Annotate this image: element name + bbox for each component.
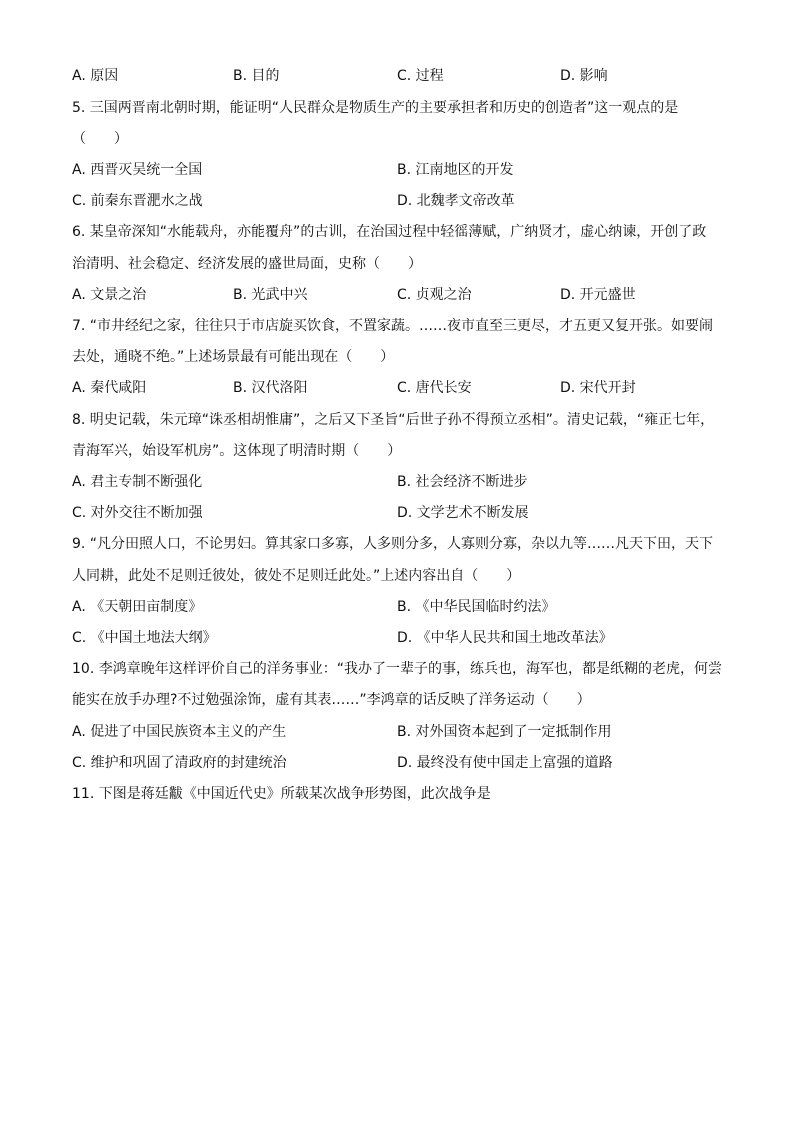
q11-stem-line-1: 11. 下图是蒋廷黻《中国近代史》所载某次战争形势图，此次战争是 bbox=[72, 786, 491, 802]
q5-stem-line-2: （ ） bbox=[72, 131, 128, 147]
q8-option-c[interactable]: C. 对外交往不断加强 bbox=[72, 505, 203, 521]
q8-option-a[interactable]: A. 君主专制不断强化 bbox=[72, 474, 203, 490]
q9-stem-line-1: 9. “凡分田照人口，不论男妇。算其家口多寡，人多则分多，人寡则分寡，杂以九等……凡天下田，天下 bbox=[72, 536, 714, 552]
q6-option-b[interactable]: B. 光武中兴 bbox=[233, 287, 308, 303]
q6-option-c[interactable]: C. 贞观之治 bbox=[397, 287, 472, 303]
q4-option-a[interactable]: A. 原因 bbox=[72, 68, 119, 84]
q7-stem-line-2: 去处，通晓不绝。”上述场景最有可能出现在（ ） bbox=[72, 349, 395, 365]
q9-option-c[interactable]: C. 《中国土地法大纲》 bbox=[72, 630, 217, 646]
q10-stem-line-1: 10. 李鸿章晚年这样评价自己的洋务事业：“我办了一辈子的事，练兵也，海军也，都是纸糊的老虎，何尝 bbox=[72, 661, 722, 677]
q6-stem-line-1: 6. 某皇帝深知“水能载舟，亦能覆舟”的古训，在治国过程中轻徭薄赋，广纳贤才，虚心纳谏，开创了政 bbox=[72, 224, 707, 240]
q10-option-a[interactable]: A. 促进了中国民族资本主义的产生 bbox=[72, 724, 287, 740]
q6-option-d[interactable]: D. 开元盛世 bbox=[560, 287, 636, 303]
q5-option-b[interactable]: B. 江南地区的开发 bbox=[397, 162, 514, 178]
q8-option-d[interactable]: D. 文学艺术不断发展 bbox=[397, 505, 529, 521]
q10-option-c[interactable]: C. 维护和巩固了清政府的封建统治 bbox=[72, 755, 287, 771]
q8-option-b[interactable]: B. 社会经济不断进步 bbox=[397, 474, 528, 490]
q4-option-b[interactable]: B. 目的 bbox=[233, 68, 280, 84]
q4-option-c[interactable]: C. 过程 bbox=[397, 68, 444, 84]
q4-option-d[interactable]: D. 影响 bbox=[560, 68, 608, 84]
q7-option-a[interactable]: A. 秦代咸阳 bbox=[72, 380, 147, 396]
q9-stem-line-2: 人同耕，此处不足则迁彼处，彼处不足则迁此处。”上述内容出自（ ） bbox=[72, 568, 521, 584]
q6-option-a[interactable]: A. 文景之治 bbox=[72, 287, 147, 303]
q5-option-c[interactable]: C. 前秦东晋淝水之战 bbox=[72, 193, 203, 209]
q8-stem-line-1: 8. 明史记载，朱元璋“诛丞相胡惟庸”，之后又下圣旨“后世子孙不得预立丞相”。清史记载，“雍正七年， bbox=[72, 412, 715, 428]
q9-option-d[interactable]: D. 《中华人民共和国土地改革法》 bbox=[397, 630, 613, 646]
q5-option-d[interactable]: D. 北魏孝文帝改革 bbox=[397, 193, 515, 209]
q10-stem-line-2: 能实在放手办理?不过勉强涂饰，虚有其表……”李鸿章的话反映了洋务运动（ ） bbox=[72, 692, 591, 708]
q10-option-d[interactable]: D. 最终没有使中国走上富强的道路 bbox=[397, 755, 613, 771]
q7-stem-line-1: 7. “市井经纪之家，往往只于市店旋买饮食，不置家蔬。……夜市直至三更尽，才五更又复开张。如要闹 bbox=[72, 318, 714, 334]
q10-option-b[interactable]: B. 对外国资本起到了一定抵制作用 bbox=[397, 724, 612, 740]
q5-option-a[interactable]: A. 西晋灭吴统一全国 bbox=[72, 162, 203, 178]
q8-stem-line-2: 青海军兴，始设军机房”。这体现了明清时期（ ） bbox=[72, 443, 402, 459]
q9-option-a[interactable]: A. 《天朝田亩制度》 bbox=[72, 599, 203, 615]
q7-option-c[interactable]: C. 唐代长安 bbox=[397, 380, 472, 396]
q9-option-b[interactable]: B. 《中华民国临时约法》 bbox=[397, 599, 556, 615]
q7-option-b[interactable]: B. 汉代洛阳 bbox=[233, 380, 308, 396]
q6-stem-line-2: 治清明、社会稳定、经济发展的盛世局面，史称（ ） bbox=[72, 256, 422, 272]
q7-option-d[interactable]: D. 宋代开封 bbox=[560, 380, 636, 396]
q5-stem-line-1: 5. 三国两晋南北朝时期，能证明“人民群众是物质生产的主要承担者和历史的创造者”这一观点的是 bbox=[72, 100, 679, 116]
